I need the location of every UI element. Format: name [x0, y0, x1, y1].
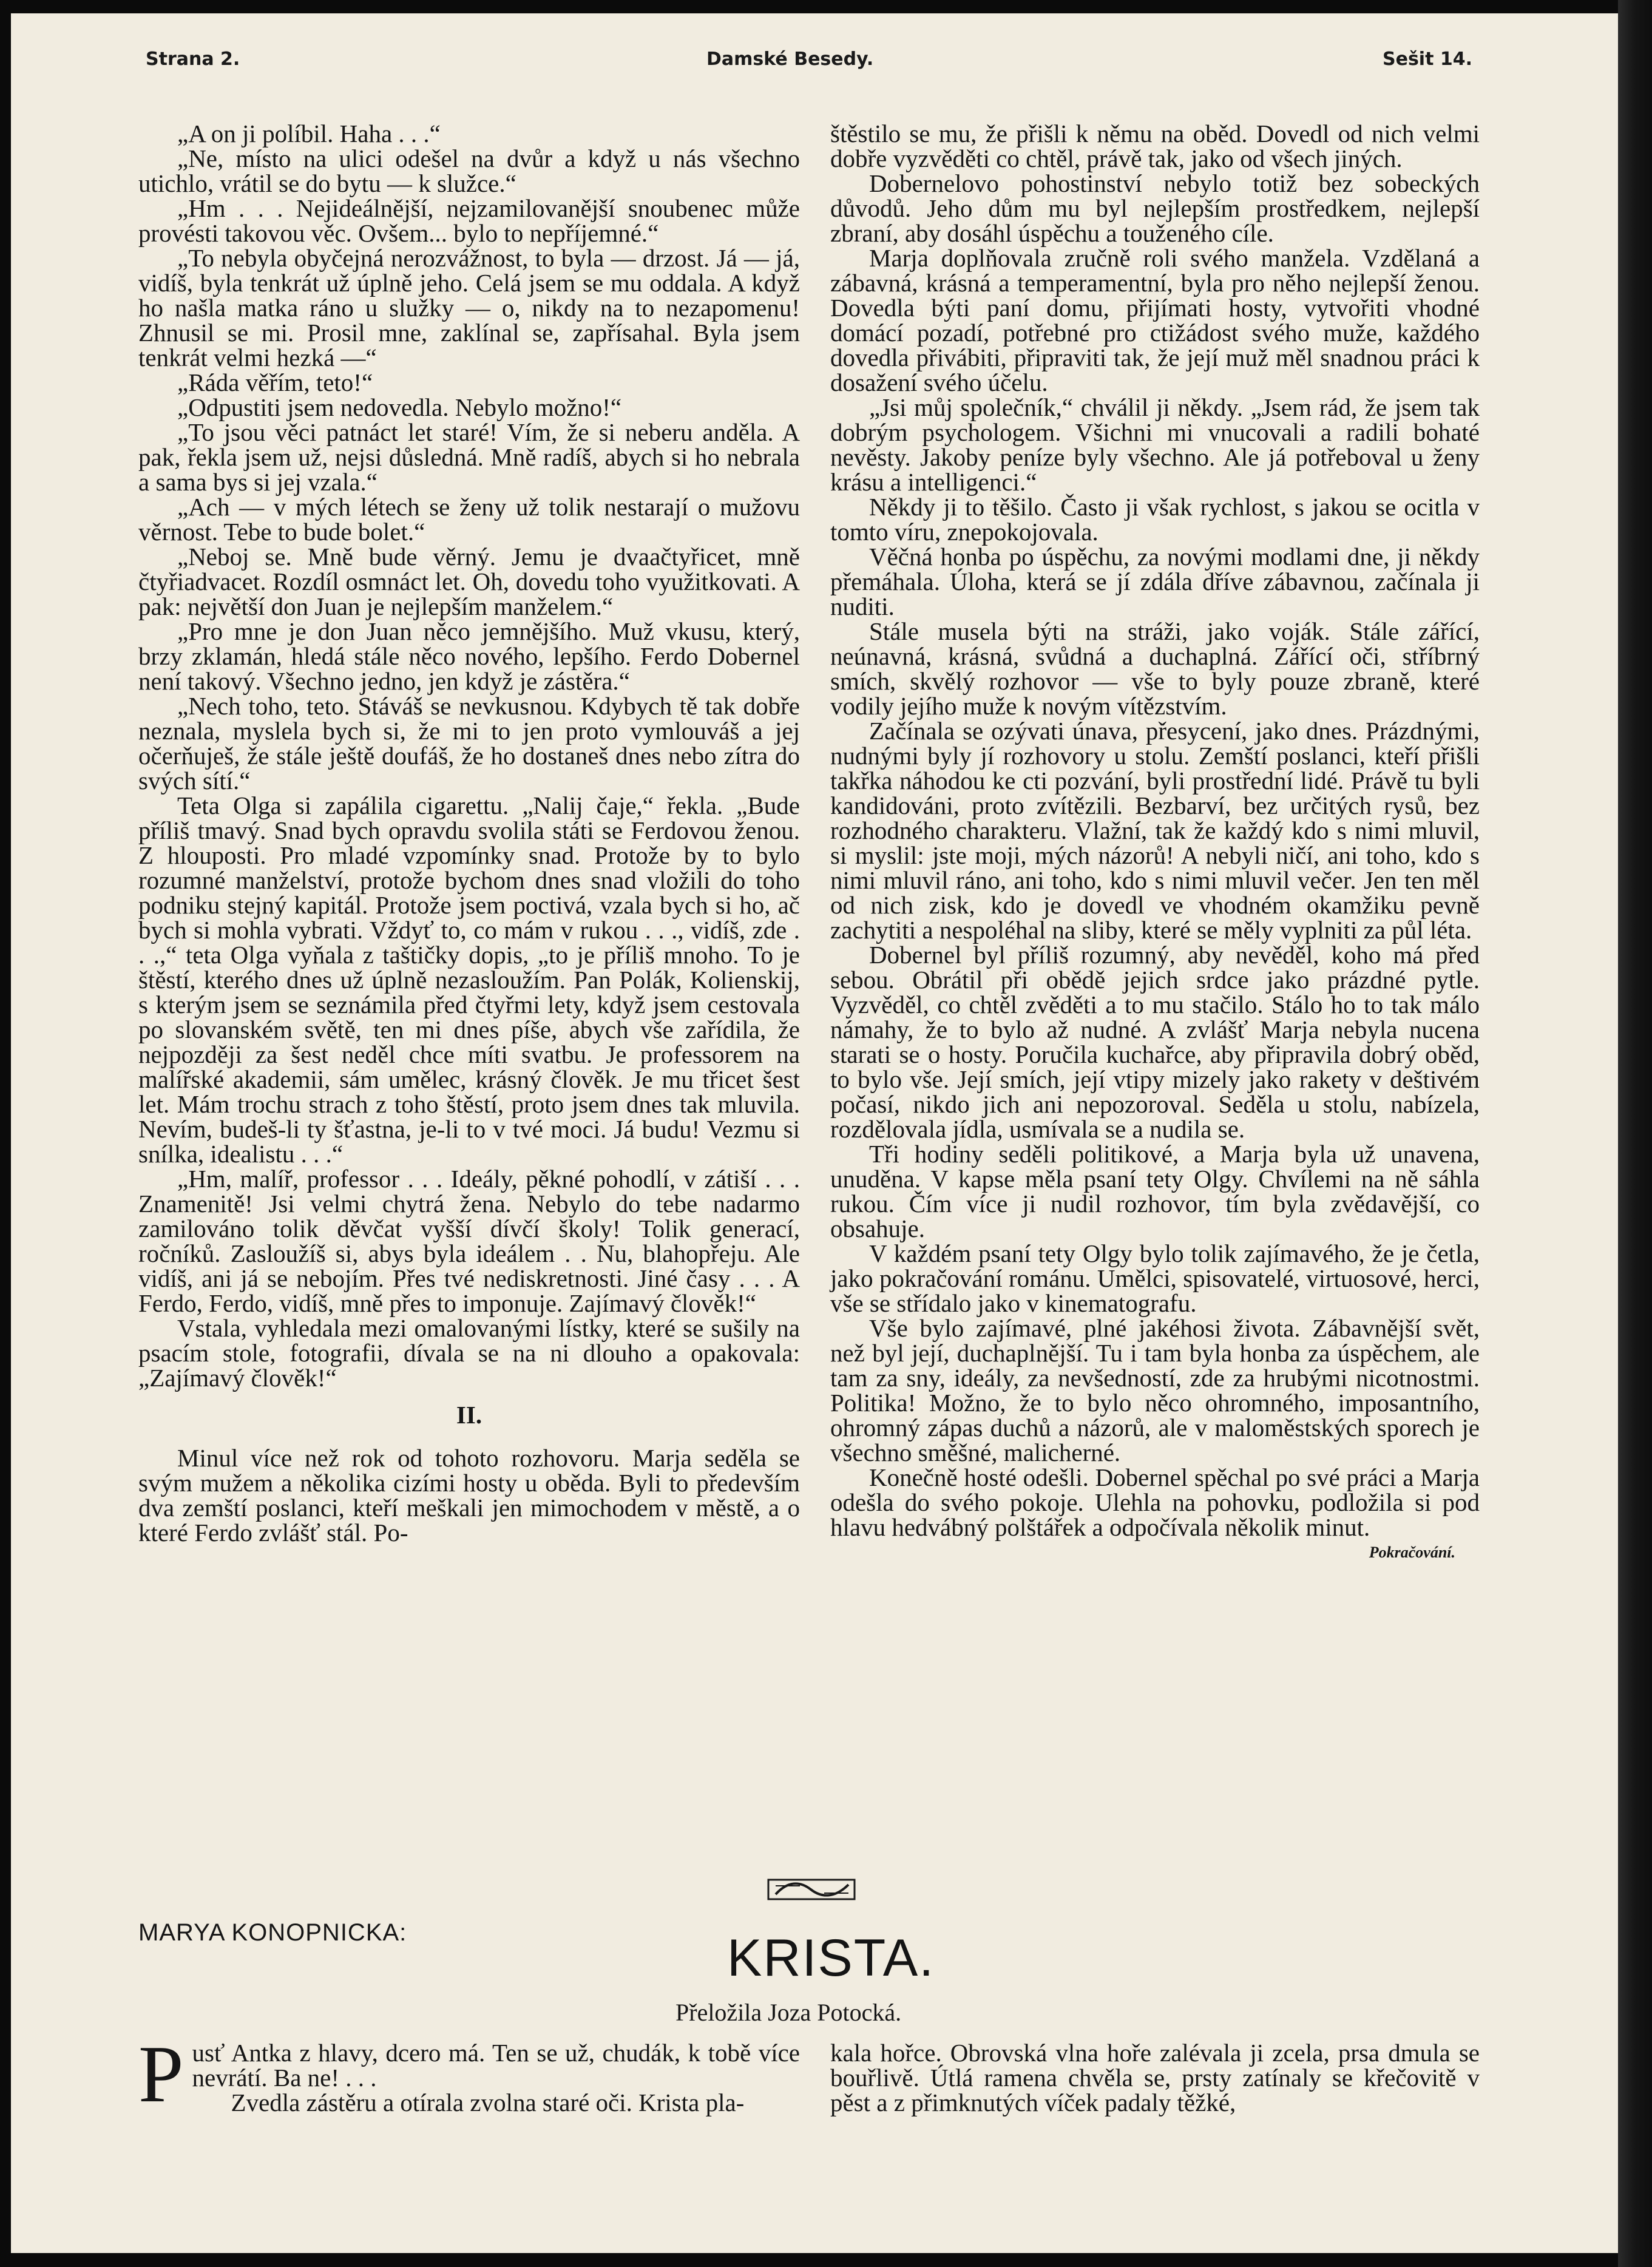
paragraph: „Hm, malíř, professor . . . Ideály, pěkné pohodlí, v zátiší . . . Znamenitě! Jsi velmi chytrá žena. Nebylo do tebe nadarmo zamilováno tolik děvčat vyšší dívčí školy! Tolik generací, ročníků. Zasloužíš si, abys byla ideálem . . Nu, blahopřeju. Ale vidíš, ani já se nebojím. Přes tvé nediskretnosti. Jiné časy . . . A Ferdo, Ferdo, vidíš, mně přes to imponuje. Zajímavý člověk!“ [138, 1165, 800, 1317]
ornament-divider-icon [763, 1874, 861, 1904]
story-title: KRISTA. [727, 1929, 935, 1987]
paragraph: Vše bylo zajímavé, plné jakéhosi života. Zábavnější svět, než byl její, duchaplnější. Tu i tam byla honba za úspěchem, ale tam za sny, ideály, za nevšedností, zde za hrubými nicotnostmi. Politika! Možno, že to bylo něco ohromného, imposantního, ohromný zápas duchů a názorů, ale v maloměstských sporech je všechno směšné, malicherné. [830, 1314, 1480, 1466]
right-column [830, 121, 1480, 1863]
paragraph: Vstala, vyhledala mezi omalovanými lístky, které se sušily na psacím stole, fotografii, dívala se na ni dlouho a opakovala: „Zajímavý člověk!“ [138, 1314, 800, 1392]
paragraph: Zvedla zástěru a otírala zvolna staré oči. Krista pla- [231, 2089, 745, 2116]
paragraph: Dobernel byl příliš rozumný, aby nevěděl, koho má před sebou. Obrátil při obědě jejich srdce jako prázdné pytle. Vyzvěděl, co chtěl zvěděti a to mu stačilo. Stálo ho to tak málo námahy, že to bylo až nudné. A zvlášť Marja nebyla nucena starati se o hosty. Poručila kuchařce, aby připravila dobrý oběd, to bylo vše. Její smích, její vtipy mizely jako rakety v deštivém počasí, nikdo jich ani nepozoroval. Seděla u stolu, nabízela, rozdělovala jídla, usmívala se a nudila se. [830, 941, 1480, 1143]
story-left-column [138, 2029, 800, 2126]
section-heading: II. [456, 1401, 482, 1429]
paragraph: usť Antka z hlavy, dcero má. Ten se už, chudák, k tobě více nevrátí. Ba ne! . . . [192, 2039, 800, 2092]
paragraph: Stále musela býti na stráži, jako voják. Stále zářící, neúnavná, krásná, svůdná a duchaplná. Zářící oči, stříbrný smích, skvělý rozhovor — vše to byly pouze zbraně, které vodily jejího muže k novým vítězstvím. [830, 617, 1480, 720]
paragraph: Minul více než rok od tohoto rozhovoru. Marja seděla se svým mužem a několika cizími hosty u oběda. Byli to především dva zemští poslanci, kteří meškali jen mimochodem v městě, a o které Ferdo zvlášť stál. Po- [138, 1444, 800, 1547]
paragraph: kala hořce. Obrovská vlna hoře zalévala ji zcela, prsa dmula se bouřlivě. Útlá ramena chvěla se, prsty zatínaly se křečovitě v pěst a z přimknutých víček padaly těžké, [830, 2039, 1480, 2116]
paragraph: „Ne, místo na ulici odešel na dvůr a když u nás všechno utichlo, vrátil se do bytu — k služce.“ [138, 144, 800, 197]
paragraph: Teta Olga si zapálila cigarettu. „Nalij čaje,“ řekla. „Bude příliš tmavý. Snad bych opravdu svolila státi se Ferdovou ženou. Z hlouposti. Pro mladé vzpomínky snad. Protože by to bylo rozumné manželství, protože bychom dnes snad vložili do toho podniku stejný kapitál. Protože jsem poctivá, vzala bych si ho, ač bych si mohla vybrati. Vždyť to, co mám v rukou . . ., vidíš, zde . . .,“ teta Olga vyňala z taštičky dopis, „to je příliš mnoho. To je štěstí, kterého dnes už úplně nezasloužím. Pan Polák, Kolienskij, s kterým jsem se seznámila před čtyřmi lety, když jsem cestovala po slovanském světě, ten mi dnes píše, abych vše zařídila, že nejpozději za šest neděl chce míti svatbu. Je professorem na malířské akademii, sám umělec, krásný člověk. Je mu třicet šest let. Mám trochu strach z toho štěstí, proto jsem dnes tak mluvila. Nevím, budeš-li ty šťastna, je-li to v tvé moci. Já budu! Vezmu si snílka, idealistu . . .“ [138, 791, 800, 1168]
paragraph: „Odpustiti jsem nedovedla. Nebylo možno!“ [177, 393, 622, 421]
paragraph: Někdy ji to těšilo. Často ji však rychlost, s jakou se ocitla v tomto víru, znepokojovala. [830, 493, 1480, 546]
paragraph: „To nebyla obyčejná nerozvážnost, to byla — drzost. Já — já, vidíš, byla tenkrát už úplně jeho. Celá jsem se mu oddala. A když ho našla matka ráno u služky — o, nikdy na to nezapomenu! Zhnusil se mi. Prosil mne, zaklínal se, zapřísahal. Byla jsem tenkrát velmi hezká —“ [138, 244, 800, 371]
story-translator: Přeložila Joza Potocká. [675, 1999, 902, 2026]
paragraph: Dobernelovo pohostinství nebylo totiž bez sobeckých důvodů. Jeho dům mu byl nejlepším prostředkem, nejlepší zbraní, aby dosáhl úspěchu a touženého cíle. [830, 169, 1480, 247]
paragraph: „Jsi můj společník,“ chválil ji někdy. „Jsem rád, že jsem tak dobrým psychologem. Všichni mi vnucovali a radili bohaté nevěsty. Jakoby peníze byly všechno. Ale já potřeboval u ženy krásu a intelligenci.“ [830, 393, 1480, 496]
paragraph: „Neboj se. Mně bude věrný. Jemu je dvaačtyřicet, mně čtyřiadvacet. Rozdíl osmnáct let. Oh, dovedu toho využitkovati. A pak: největší don Juan je nejlepším manželem.“ [138, 543, 800, 620]
story-right-column [830, 2041, 1480, 2126]
paragraph: „Ach — v mých létech se ženy už tolik nestarají o mužovu věrnost. Tebe to bude bolet.“ [138, 493, 800, 546]
story-author: MARYA KONOPNICKA: [138, 1919, 407, 1946]
left-column [138, 121, 800, 1863]
scan-edge [1618, 0, 1652, 2267]
paragraph: „Nech toho, teto. Stáváš se nevkusnou. Kdybych tě tak dobře neznala, myslela bych si, že mi to jen proto vymlouváš a jej očerňuješ, že stále ještě doufáš, že ho dostaneš dnes nebo zítra do svých sítí.“ [138, 692, 800, 795]
paragraph-text: Konečně hosté odešli. Dobernel spěchal po své práci a Marja odešla do svého pokoje. Ulehla na pohovku, podložila si pod hlavu hedvábný polštářek a odpočívala několik minut. [830, 1463, 1480, 1541]
journal-title: Damské Besedy. [706, 49, 874, 70]
paragraph: Tři hodiny seděli politikové, a Marja byla už unavena, unuděna. V kapse měla psaní tety Olgy. Chvílemi na ně sáhla rukou. Čím více ji nudil rozhovor, tím byla zvědavější, co obsahuje. [830, 1140, 1480, 1242]
paragraph: Věčná honba po úspěchu, za novými modlami dne, ji někdy přemáhala. Úloha, která se jí zdála dříve zábavnou, začínala ji nuditi. [830, 543, 1480, 620]
paragraph: „A on ji políbil. Haha . . .“ [177, 120, 441, 147]
paragraph: „Pro mne je don Juan něco jemnějšího. Muž vkusu, který, brzy zklamán, hledá stále něco nového, lepšího. Ferdo Dobernel není takový. Všechno jedno, jen když je zástěra.“ [138, 617, 800, 695]
newspaper-page [11, 13, 1618, 2253]
page-label: Strana 2. [146, 49, 240, 70]
continued-mark: Pokračování. [1369, 1544, 1455, 1561]
paragraph: „Hm . . . Nejideálnější, nejzamilovanější snoubenec může provésti takovou věc. Ovšem... bylo to nepříjemné.“ [138, 194, 800, 247]
paragraph: V každém psaní tety Olgy bylo tolik zajímavého, že je četla, jako pokračování románu. Umělci, spisovatelé, virtuosové, herci, vše se střídalo jako v kinematografu. [830, 1239, 1480, 1317]
paragraph: „To jsou věci patnáct let staré! Vím, že si neberu anděla. A pak, řekla jsem už, nejsi důsledná. Mně radíš, abych si ho nebrala a sama bys si jej vzala.“ [138, 418, 800, 496]
drop-cap: P [138, 2029, 184, 2119]
paragraph: štěstilo se mu, že přišli k němu na oběd. Dovedl od nich velmi dobře vyzvěděti co chtěl, právě tak, jako od všech jiných. [830, 120, 1480, 172]
paragraph: „Ráda věřím, teto!“ [177, 368, 373, 396]
issue-label: Sešit 14. [1383, 49, 1473, 70]
paragraph [830, 1463, 1480, 1561]
paragraph: Začínala se ozývati únava, přesycení, jako dnes. Prázdnými, nudnými byly jí rozhovory u stolu. Zemští poslanci, kteří přišli takřka náhodou ke cti pozvání, byli prostřední lidé. Právě tu byli kandidováni, proto zvítězili. Bezbarví, bez určitých rysů, bez rozhodného charakteru. Vlažní, tak že každý kdo s nimi mluvil, si myslil: jste moji, mých názorů! A nebyli ničí, ani toho, kdo s nimi mluvil ráno, ani toho, kdo s nimi mluvil večer. Jen ten měl od nich zisk, kdo je dovedl ve vhodném okamžiku pevně zachytiti a nespoléhal na sliby, které se měly vyplniti za půl léta. [830, 717, 1480, 944]
paragraph: Marja doplňovala zručně roli svého manžela. Vzdělaná a zábavná, krásná a temperamentní, byla pro něho nejlepší ženou. Dovedla býti paní domu, přijímati hosty, vytvořiti vhodné domácí pozadí, potřebné pro ctižádost svého muže, každého dovedla přivábiti, připraviti tak, že její muž měl snadnou práci k dosažení svého účelu. [830, 244, 1480, 396]
